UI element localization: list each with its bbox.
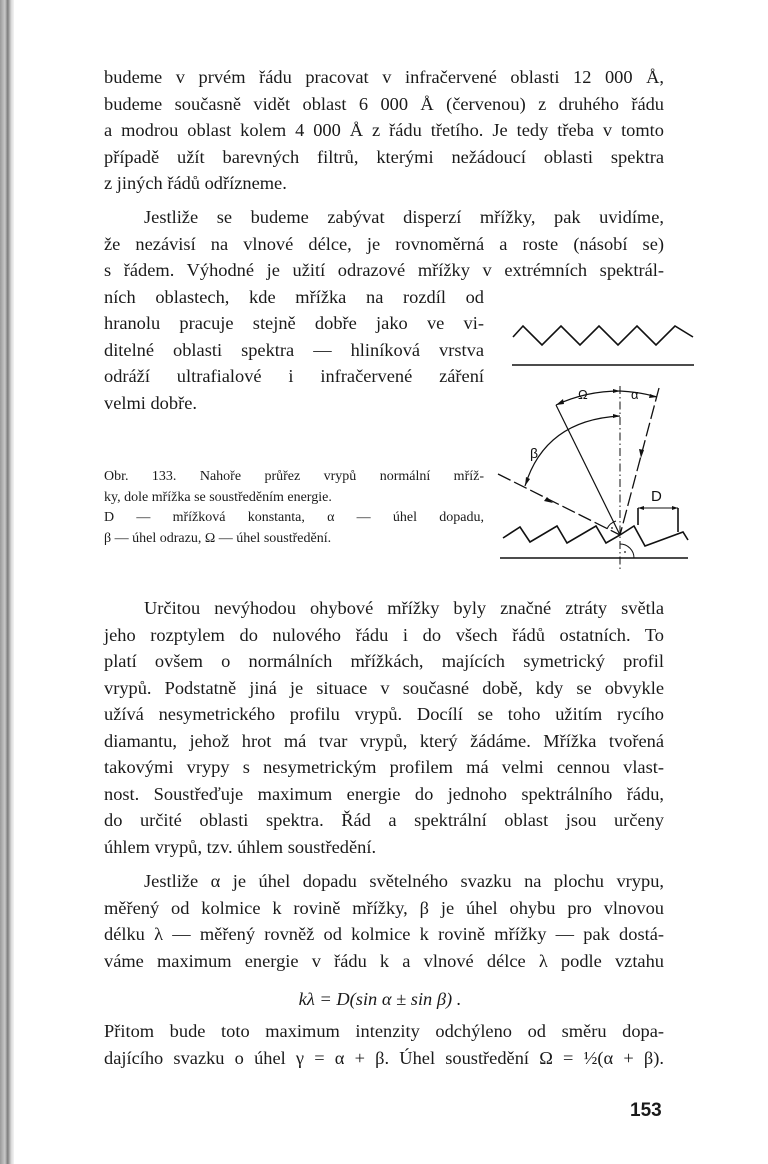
symmetric-grating-profile bbox=[512, 326, 694, 365]
text-line: do určité oblasti spektra. Řád a spektrální oblast jsou určeny bbox=[104, 810, 664, 830]
text-line: s řádem. Výhodné je užití odrazové mřížky v extrémních spektrál- bbox=[104, 260, 664, 280]
caption-line: β — úhel odrazu, Ω — úhel soustředění. bbox=[104, 530, 332, 546]
text-line: hranolu pracuje stejně dobře jako ve vi- bbox=[104, 313, 484, 333]
text-line: Přitom bude toto maximum intenzity odchýleno od směru dopa- bbox=[104, 1021, 664, 1041]
paragraph-5 bbox=[104, 1018, 664, 1071]
omega-label: Ω bbox=[578, 387, 588, 402]
text-line: vrypů. Podstatně jiná je situace v současné době, kdy se obvykle bbox=[104, 677, 664, 698]
text-line: délku λ — měřený rovněž od kolmice k rovině mřížky — pak dostá- bbox=[104, 924, 664, 944]
text-line: Jestliže se budeme zabývat disperzí mřížky, pak uvidíme, bbox=[144, 207, 664, 227]
text-line: užívá nesymetrického profilu vrypů. Docílí se toho užitím rycího bbox=[104, 704, 664, 724]
paragraph-3 bbox=[104, 595, 664, 860]
text-line: úhlem vrypů, tzv. úhlem soustředění. bbox=[104, 836, 377, 857]
text-line: z jiných řádů odřízneme. bbox=[104, 173, 287, 193]
text-line: velmi dobře. bbox=[104, 392, 197, 413]
paragraph-1 bbox=[104, 64, 664, 197]
text-line: platí ovšem o normálních mřížkách, majících symetrický profil bbox=[104, 651, 664, 671]
text-line: ditelné oblasti spektra — hliníková vrstva bbox=[104, 339, 484, 360]
caption-line: Obr. 133. Nahoře průřez vrypů normální mříž- bbox=[104, 469, 484, 484]
omega-arc bbox=[556, 391, 620, 405]
text-line: měřený od kolmice k rovině mřížky, β je úhel ohybu pro vlnovou bbox=[104, 897, 664, 918]
text-line: jeho rozptylem do nulového řádu i do všech řádů ostatních. To bbox=[104, 624, 664, 645]
alpha-label: α bbox=[631, 387, 639, 402]
text-line: takovými vrypy s nesymetrickým profilem má velmi cennou vlast- bbox=[104, 757, 664, 777]
text-line: dajícího svazku o úhel γ = α + β. Úhel soustředění Ω = ½(α + β). bbox=[104, 1047, 664, 1068]
paragraph-4 bbox=[104, 868, 664, 974]
text-line: případě užít barevných filtrů, kterými nežádoucí oblasti spektra bbox=[104, 146, 664, 167]
facet-normal-line bbox=[556, 405, 620, 535]
figure-caption bbox=[104, 467, 484, 549]
text-line: váme maximum energie v řádu k a vlnové délce λ podle vztahu bbox=[104, 950, 664, 971]
text-line: budeme současně vidět oblast 6 000 Å (červenou) z druhého řádu bbox=[104, 93, 664, 114]
caption-line: ky, dole mřížka se soustředěním energie. bbox=[104, 489, 332, 505]
grating-equation: kλ = D(sin α ± sin β) . bbox=[298, 989, 462, 1009]
text-line: Jestliže α je úhel dopadu světelného svazku na plochu vrypu, bbox=[144, 871, 664, 891]
text-line: a modrou oblast kolem 4 000 Å z řádu třetího. Je tedy třeba v tomto bbox=[104, 120, 664, 140]
beta-label: β bbox=[530, 445, 539, 461]
blazed-grating-profile bbox=[500, 506, 688, 558]
grating-diagram bbox=[480, 310, 710, 590]
text-line: že nezávisí na vlnové délce, je rovnoměrná a roste (násobí se) bbox=[104, 233, 664, 254]
text-line: ních oblastech, kde mřížka na rozdíl od bbox=[104, 286, 484, 307]
beta-arc bbox=[525, 416, 620, 486]
page-number: 153 bbox=[630, 1100, 662, 1121]
text-line: diamantu, jehož hrot má tvar vrypů, který žádáme. Mřížka tvořená bbox=[104, 730, 664, 751]
text-line: odráží ultrafialové i infračervené záření bbox=[104, 366, 484, 386]
text-line: Určitou nevýhodou ohybové mřížky byly značné ztráty světla bbox=[144, 598, 664, 618]
caption-line: D — mřížková konstanta, α — úhel dopadu, bbox=[104, 510, 484, 525]
text-line: nost. Soustřeďuje maximum energie do jednoho spektrálního řádu, bbox=[104, 783, 664, 804]
incident-beam bbox=[620, 388, 659, 535]
d-label: D bbox=[651, 488, 662, 505]
text-line: budeme v prvém řádu pracovat v infračervené oblasti 12 000 Å, bbox=[104, 67, 664, 87]
diffracted-beam bbox=[498, 474, 620, 535]
